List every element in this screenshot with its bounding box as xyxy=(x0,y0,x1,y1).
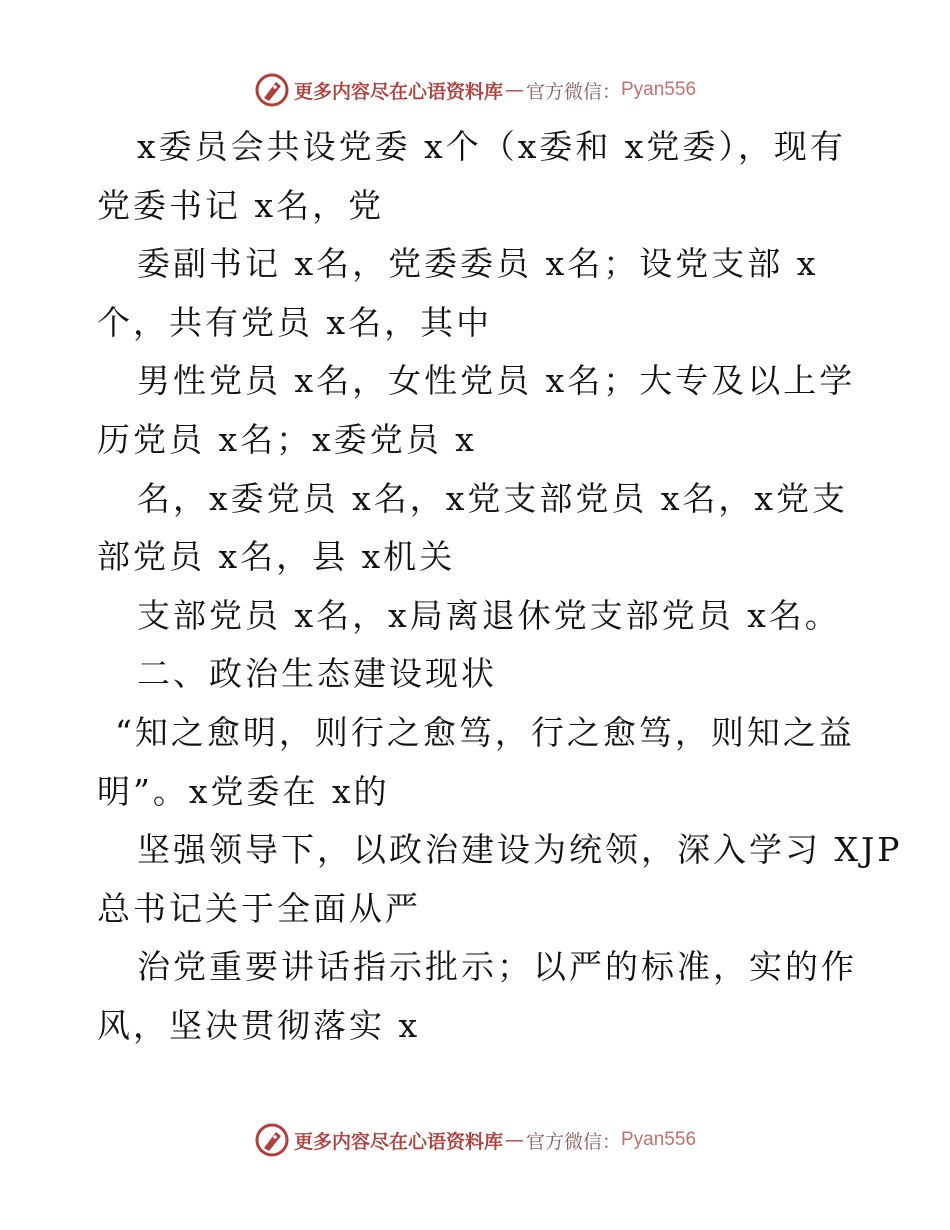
watermark-wechat-id: Pyan556 xyxy=(621,79,697,100)
watermark-wechat-label: 官方微信： xyxy=(525,1130,621,1153)
text-line: 历党员 x名；x委党员 x xyxy=(97,419,477,459)
watermark-dash: — xyxy=(504,79,524,101)
text-line: 委副书记 x名，党委委员 x名；设党支部 x xyxy=(137,244,819,284)
watermark-wechat-id: Pyan556 xyxy=(621,1129,697,1150)
text-line: 治党重要讲话指示批示；以严的标准，实的作 xyxy=(137,947,857,987)
watermark-lead: 更多内容尽在心语资料库 xyxy=(293,80,503,103)
text-line: 名，x委党员 x名，x党支部党员 x名，x党支 xyxy=(137,478,849,518)
text-line: 男性党员 x名，女性党员 x名；大专及以上学 xyxy=(137,361,856,401)
text-line: x委员会共设党委 x个（x委和 x党委），现有 xyxy=(137,127,846,166)
text-line: 个，共有党员 x名，其中 xyxy=(97,302,493,342)
text-line: 风，坚决贯彻落实 x xyxy=(97,1005,421,1045)
text-line: 党委书记 x名，党 xyxy=(97,185,385,225)
text-line: 总书记关于全面从严 xyxy=(97,888,421,928)
watermark-dash: — xyxy=(504,1129,524,1151)
text-line: “知之愈明，则行之愈笃，行之愈笃，则知之益 xyxy=(115,712,855,752)
pen-nib-circle-icon xyxy=(254,1122,290,1158)
text-line: 坚强领导下，以政治建设为统领，深入学习 XJP xyxy=(137,830,903,870)
document-body xyxy=(97,118,903,1056)
text-line: 明”。x党委在 x的 xyxy=(97,771,390,811)
text-line: 支部党员 x名，x局离退休党支部党员 x名。 xyxy=(137,595,841,635)
watermark-banner-bottom xyxy=(0,1120,950,1160)
watermark-banner-top xyxy=(0,70,950,110)
text-line: 部党员 x名，县 x机关 xyxy=(97,537,456,577)
watermark-lead: 更多内容尽在心语资料库 xyxy=(293,1130,503,1153)
watermark-wechat-label: 官方微信： xyxy=(525,80,621,103)
section-heading: 二、政治生态建设现状 xyxy=(137,654,497,694)
pen-nib-circle-icon xyxy=(254,72,290,108)
